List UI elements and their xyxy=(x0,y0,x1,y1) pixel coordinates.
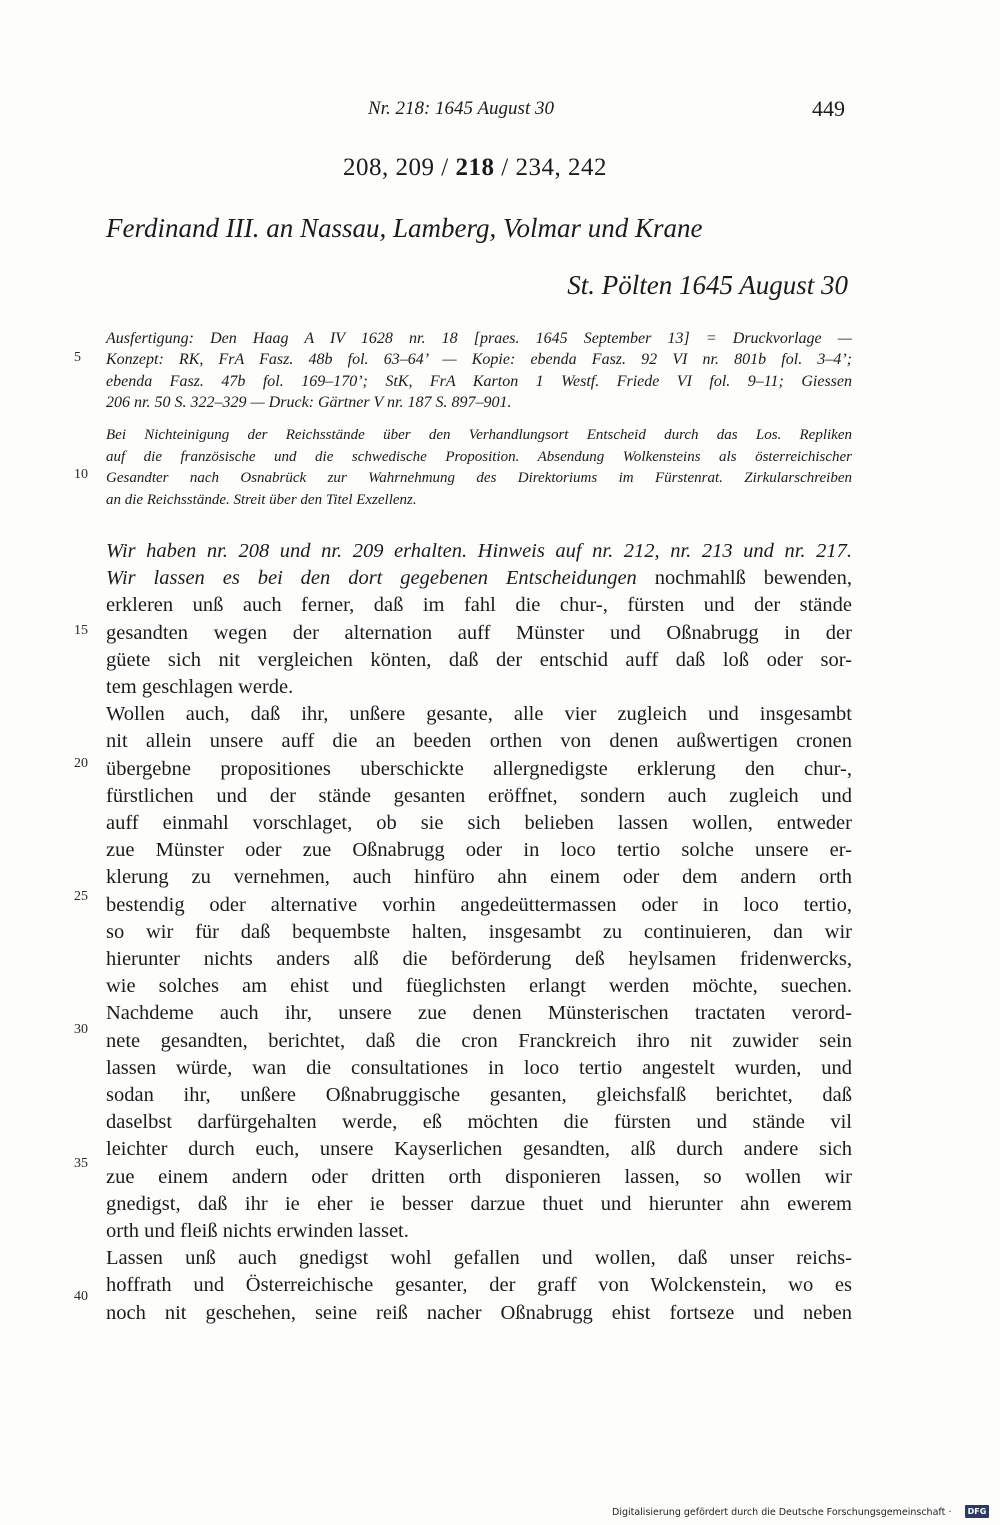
regest-summary xyxy=(106,425,852,511)
body-line xyxy=(106,565,852,592)
digitization-credit: Digitalisierung gefördert durch die Deutsche Forschungsgemeinschaft · xyxy=(612,1507,952,1518)
body-line: erkleren unß auch ferner, daß im fahl die chur-, fürsten und der stände xyxy=(106,594,852,617)
body-line: so wir für daß bequembste halten, insgesambt zu continuieren, dan wir xyxy=(106,920,852,943)
body-line: Wollen auch, daß ihr, unßere gesante, alle vier zugleich und insgesambt xyxy=(106,703,852,726)
next-document-numbers: 234, 242 xyxy=(515,154,607,181)
body-line: Wir haben nr. 208 und nr. 209 erhalten. Hinweis auf nr. 212, nr. 213 und nr. 217. xyxy=(106,540,852,562)
line-number: 15 xyxy=(74,623,88,638)
body-line: güete sich nit vergleichen könten, daß der entschid auff daß loß oder sor- xyxy=(106,648,852,671)
body-line: daselbst darfürgehalten werde, eß möchten die fürsten und stände vil xyxy=(106,1111,852,1134)
line-number: 30 xyxy=(74,1022,88,1037)
body-line: gnedigst, daß ihr ie eher ie besser darzue thuet und hierunter ahn ewerem xyxy=(106,1192,852,1215)
line-number: 25 xyxy=(74,889,88,904)
regest-line: Bei Nichteinigung der Reichsstände über den Verhandlungsort Entscheid durch das Los. Repliken xyxy=(106,427,852,443)
source-line: ebenda Fasz. 47b fol. 169–170’; StK, FrA Karton 1 Westf. Friede VI fol. 9–11; Giessen xyxy=(106,372,852,390)
document-number-navigation xyxy=(0,154,950,182)
body-line: sodan ihr, unßere Oßnabruggische gesanten, gleichsfalß berichtet, daß xyxy=(106,1084,852,1107)
line-number: 35 xyxy=(74,1156,88,1171)
running-head: Nr. 218: 1645 August 30 xyxy=(368,98,554,119)
body-line: Nachdeme auch ihr, unsere zue denen Münsterischen tractaten verord- xyxy=(106,1002,852,1025)
regest-line: auf die französische und die schwedische Proposition. Absendung Wolkensteins als österreichischer xyxy=(106,448,852,465)
body-line: nit allein unsere auff die an beeden orthen von denen außwertigen cronen xyxy=(106,730,852,753)
body-line: lassen würde, wan die consultationes in loco tertio angestelt wurden, und xyxy=(106,1056,852,1079)
current-document-number: 218 xyxy=(455,154,495,181)
source-line: 206 nr. 50 S. 322–329 — Druck: Gärtner V nr. 187 S. 897–901. xyxy=(106,394,512,412)
body-line: wie solches am ehist und füeglichsten erlangt werden möchte, suechen. xyxy=(106,975,852,998)
body-line: hoffrath und Österreichische gesanter, der graff von Wolckenstein, wo es xyxy=(106,1274,852,1297)
line-number: 10 xyxy=(74,467,88,482)
body-line: zue Münster oder zue Oßnabrugg oder in loco tertio solche unsere er- xyxy=(106,839,852,862)
body-line: auff einmahl vorschlaget, ob sie sich belieben lassen wollen, entweder xyxy=(106,812,852,835)
dfg-logo: DFG xyxy=(965,1505,989,1518)
document-title: Ferdinand III. an Nassau, Lamberg, Volmar und Krane xyxy=(106,213,703,243)
body-line: bestendig oder alternative vorhin angedeüttermassen oder in loco tertio, xyxy=(106,893,852,916)
body-line: nete gesandten, berichtet, daß die cron Franckreich ihro nit zuwider sein xyxy=(106,1029,852,1052)
body-italic-summary: Wir lassen es bei den dort gegebenen Entscheidungen xyxy=(106,567,637,590)
document-body xyxy=(106,538,852,1327)
previous-document-numbers: 208, 209 xyxy=(343,154,435,181)
source-line: Konzept: RK, FrA Fasz. 48b fol. 63–64’ — Kopie: ebenda Fasz. 92 VI nr. 801b fol. 3–4’; xyxy=(106,351,852,369)
line-number: 20 xyxy=(74,756,88,771)
body-line: gesandten wegen der alternation auff Münster und Oßnabrugg in der xyxy=(106,621,852,644)
body-line: tem geschlagen werde. xyxy=(106,676,294,699)
separator: / xyxy=(434,154,456,181)
body-line: orth und fleiß nichts erwinden lasset. xyxy=(106,1220,409,1243)
body-line: hierunter nichts anders alß die beförderung deß heylsamen fridenwercks, xyxy=(106,948,852,971)
document-place-date: St. Pölten 1645 August 30 xyxy=(567,270,848,300)
body-line: fürstlichen und der stände gesanten eröffnet, sondern auch zugleich und xyxy=(106,784,852,807)
body-line: noch nit geschehen, seine reiß nacher Oßnabrugg ehist fortseze und neben xyxy=(106,1301,852,1324)
body-text-run: nochmahlß bewenden, xyxy=(636,567,852,590)
source-apparatus xyxy=(106,328,852,414)
regest-line: an die Reichsstände. Streit über den Titel Exzellenz. xyxy=(106,491,417,508)
line-number: 5 xyxy=(74,350,81,365)
regest-line: Gesandter nach Osnabrück zur Wahrnehmung des Direktoriums im Fürstenrat. Zirkularschreiben xyxy=(106,470,852,486)
source-line: Ausfertigung: Den Haag A IV 1628 nr. 18 [praes. 1645 September 13] = Druckvorlage — xyxy=(106,330,852,347)
line-number: 40 xyxy=(74,1289,88,1304)
body-line: leichter durch euch, unsere Kayserlichen gesandten, alß durch andere sich xyxy=(106,1138,852,1161)
separator: / xyxy=(494,154,516,181)
page-number: 449 xyxy=(812,96,845,121)
body-line: Lassen unß auch gnedigst wohl gefallen und wollen, daß unser reichs- xyxy=(106,1247,852,1270)
body-line: zue einem andern oder dritten orth disponieren lassen, so wollen wir xyxy=(106,1165,852,1188)
body-line: klerung zu vernehmen, auch hinfüro ahn einem oder dem andern orth xyxy=(106,866,852,889)
body-line: übergebne propositiones uberschickte allergnedigste erklerung den chur-, xyxy=(106,757,852,780)
